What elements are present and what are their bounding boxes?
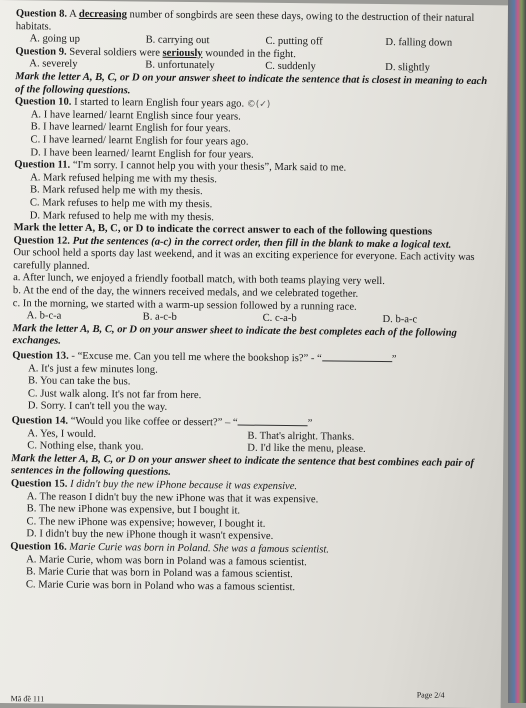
instruction-exchanges: Mark the letter A, B, C, or D on your answer sheet to indicate the best completes each of the following exchanges. xyxy=(12,322,457,348)
option-b: B. unfortunately xyxy=(145,59,215,72)
sentence-c: c. In the morning, we started with a warm-up session followed by a running race. xyxy=(12,297,357,313)
option-b: B. a-c-b xyxy=(142,311,177,324)
option-d: D. Sorry. I can't tell you the way. xyxy=(27,400,168,414)
option-c: C. Just walk along. It's not far from here. xyxy=(27,388,202,401)
option-a: A. b-c-a xyxy=(26,310,62,322)
option-a: A. It's just a few minutes long. xyxy=(28,362,158,376)
question-9-number: Question 9. xyxy=(15,45,67,58)
question-13-number: Question 13. xyxy=(12,350,69,362)
option-b: B. carrying out xyxy=(145,34,210,47)
question-11-number: Question 11. xyxy=(14,159,71,171)
instruction-combine-sentences: Mark the letter A, B, C, or D on your answer sheet to indicate the sentence that best combines each pair of sentences in the following questions. xyxy=(11,452,475,479)
option-a: A. I have learned/ learnt English since four years. xyxy=(30,109,241,123)
question-10-number: Question 10. xyxy=(14,96,72,108)
option-c: C. Marie Curie was born in Poland who was a famous scientist. xyxy=(25,579,296,593)
option-a: A. Mark refused helping me with my thesis. xyxy=(30,172,218,186)
option-a: A. Yes, I would. xyxy=(27,427,97,440)
option-b: B. Mark refused help me with my thesis. xyxy=(29,184,203,198)
option-c: C. I have learned/ learnt English for four years ago. xyxy=(30,134,249,148)
option-c: C. Mark refuses to help me with my thesis. xyxy=(29,197,213,211)
option-d: D. I have been learned/ learnt English for four years. xyxy=(30,146,254,161)
question-12-number: Question 12. xyxy=(13,234,71,247)
question-8-text: A xyxy=(67,8,79,20)
question-8-text-end: number of songbirds are seen these days, owing to the destruction of their natural habitats. xyxy=(15,9,475,33)
option-d: D. Mark refused to help me with my thesis. xyxy=(29,209,214,223)
option-c: C. putting off xyxy=(265,35,323,48)
question-11-text: “I'm sorry. I cannot help you with your thesis”, Mark said to me. xyxy=(70,159,347,174)
question-16-number: Question 16. xyxy=(10,541,67,553)
sentence-b: b. At the end of the day, the winners received medals, and we celebrated together. xyxy=(12,285,359,300)
instruction-closest-meaning: Mark the letter A, B, C, or D on your answer sheet to indicate the sentence that is closest in meaning to each of the following questions. xyxy=(15,71,488,96)
closing-quote: ” xyxy=(307,418,313,430)
option-c: C. Nothing else, thank you. xyxy=(27,440,144,453)
underlined-word: seriously xyxy=(162,47,203,59)
option-b: B. That's alright. Thanks. xyxy=(247,430,355,443)
option-d: D. slightly xyxy=(385,62,430,74)
question-16-text: Marie Curie was born in Poland. She was a famous scientist. xyxy=(66,541,330,556)
question-15-text: I didn't buy the new iPhone because it was expensive. xyxy=(67,478,298,493)
closing-quote: ” xyxy=(391,354,397,366)
question-15-number: Question 15. xyxy=(10,478,68,490)
question-9-text: Several soldiers were xyxy=(66,46,163,59)
option-d: D. falling down xyxy=(385,37,453,49)
option-b: B. The new iPhone was expensive, but I bought it. xyxy=(26,503,241,517)
option-a: A. going up xyxy=(29,33,80,46)
option-d: D. I'd like the menu, please. xyxy=(247,442,366,456)
instruction-correct-answer: Mark the letter A, B, C, or D to indicate the correct answer to each of the following questions xyxy=(13,222,433,238)
question-8-number: Question 8. xyxy=(15,8,68,20)
question-12-passage: Our school held a sports day last weekend, and it was an exciting experience for everyone. Each activity was carefully planned. xyxy=(13,247,475,272)
question-12-text: Put the sentences (a-c) in the correct order, then fill in the blank to make a logical text. xyxy=(69,235,452,251)
underlined-word: decreasing xyxy=(78,8,127,21)
answer-blank xyxy=(322,351,392,362)
option-b: B. I have learned/ learnt English for four years. xyxy=(30,121,231,135)
question-14-number: Question 14. xyxy=(11,415,69,427)
answer-blank xyxy=(238,416,308,427)
sentence-a: a. After lunch, we enjoyed a friendly football match, with both teams playing very well. xyxy=(13,272,385,288)
option-b: B. You can take the bus. xyxy=(27,375,131,388)
option-c: C. The new iPhone was expensive; however, I bought it. xyxy=(26,516,266,530)
question-10-text: I started to learn English four years ago. xyxy=(71,96,245,110)
question-14-text: “Would you like coffee or dessert?” – “ xyxy=(68,415,238,429)
exam-content xyxy=(10,8,494,596)
option-c: C. suddenly xyxy=(265,61,316,73)
exam-code: Mã đề 111 xyxy=(10,694,45,704)
option-c: C. c-a-b xyxy=(262,313,297,325)
option-a: A. Marie Curie, whom was born in Poland was a famous scientist. xyxy=(26,553,307,568)
question-13-text: - “Excuse me. Can you tell me where the bookshop is?” - “ xyxy=(68,350,322,365)
handwritten-mark: ©(✓) xyxy=(246,99,271,110)
page-number: Page 2/4 xyxy=(416,690,445,700)
question-9-text-end: wounded in the fight. xyxy=(202,47,296,60)
desk-background-edge xyxy=(508,0,526,703)
option-b: B. Marie Curie that was born in Poland was a famous scientist. xyxy=(25,566,293,581)
option-d: D. b-a-c xyxy=(382,314,418,326)
option-d: D. I didn't buy the new iPhone though it wasn't expensive. xyxy=(26,528,274,543)
option-a: A. The reason I didn't buy the new iPhone was that it was expensive. xyxy=(26,490,319,505)
option-a: A. severely xyxy=(29,58,78,71)
